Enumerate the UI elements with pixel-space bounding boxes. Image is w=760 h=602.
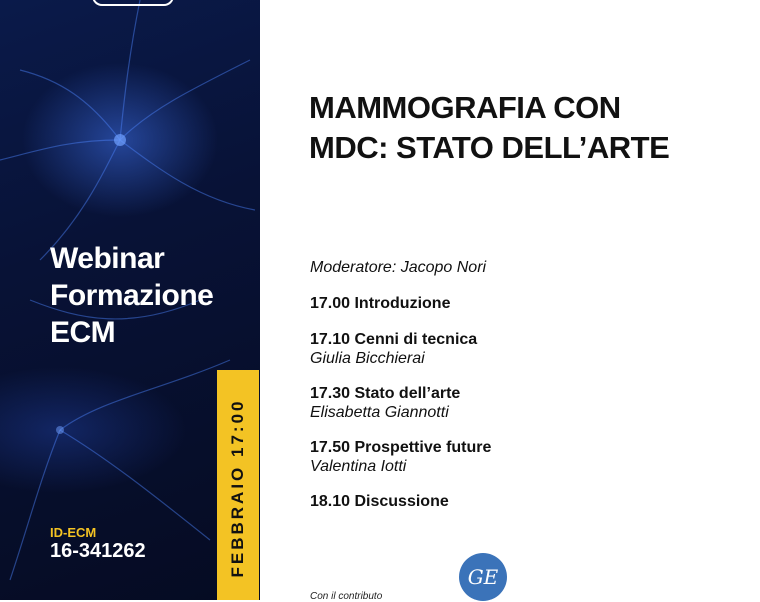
program-item-title: 17.30 Stato dell’arte bbox=[310, 385, 461, 402]
ge-logo-text: GE bbox=[467, 565, 499, 589]
program-item bbox=[310, 384, 491, 422]
program-item-speaker: Valentina Iotti bbox=[310, 458, 407, 475]
program-item-speaker: Elisabetta Giannotti bbox=[310, 404, 449, 421]
program-item bbox=[310, 438, 491, 476]
program-item-title: 17.50 Prospettive future bbox=[310, 439, 492, 456]
program-item bbox=[310, 492, 491, 512]
webinar-line: Webinar bbox=[50, 242, 165, 275]
id-ecm-value: 16-341262 bbox=[50, 540, 146, 562]
moderator-text: Moderatore: Jacopo Nori bbox=[310, 259, 487, 276]
program-item-title: 18.10 Discussione bbox=[310, 493, 449, 510]
ge-logo-icon bbox=[459, 553, 507, 601]
program-item bbox=[310, 330, 491, 368]
sponsor-text: Con il contributo bbox=[310, 591, 383, 602]
program-item-title: 17.00 Introduzione bbox=[310, 295, 451, 312]
program-list bbox=[310, 258, 491, 512]
event-title-line: MAMMOGRAFIA CON bbox=[309, 90, 621, 125]
program-item bbox=[310, 294, 491, 314]
webinar-line: ECM bbox=[50, 316, 116, 349]
left-panel bbox=[0, 0, 260, 600]
date-text: FEBBRAIO 17:00 bbox=[228, 398, 247, 578]
event-title bbox=[309, 88, 669, 168]
event-title-line: MDC: STATO DELL’ARTE bbox=[309, 130, 670, 165]
date-strip bbox=[217, 370, 259, 600]
program-item-speaker: Giulia Bicchierai bbox=[310, 350, 425, 367]
webinar-line: Formazione bbox=[50, 279, 214, 312]
header-logo-shape bbox=[92, 0, 174, 6]
webinar-title bbox=[50, 240, 213, 351]
program-item-title: 17.10 Cenni di tecnica bbox=[310, 331, 478, 348]
id-ecm-label: ID-ECM bbox=[50, 525, 97, 540]
